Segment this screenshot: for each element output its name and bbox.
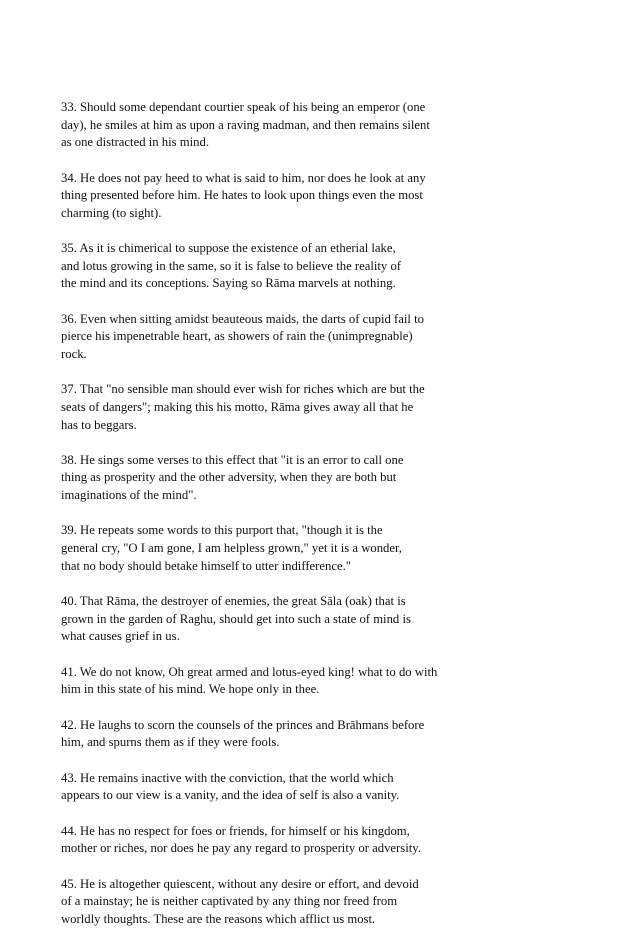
text-line: him, and spurns them as if they were fools. xyxy=(61,735,280,750)
text-line: 35. As it is chimerical to suppose the existence of an etherial lake, xyxy=(61,241,396,256)
text-line: pierce his impenetrable heart, as showers of rain the (unimpregnable) xyxy=(61,329,413,344)
text-line: 33. Should some dependant courtier speak of his being an emperor (one xyxy=(61,100,426,114)
text-line: what causes grief in us. xyxy=(61,629,180,644)
text-line: 42. He laughs to scorn the counsels of the princes and Brāhmans before xyxy=(61,717,425,732)
text-line: 45. He is altogether quiescent, without any desire or effort, and devoid xyxy=(61,876,419,891)
text-line: appears to our view is a vanity, and the idea of self is also a vanity. xyxy=(61,788,400,803)
text-line: mother or riches, nor does he pay any regard to prosperity or adversity. xyxy=(61,841,421,856)
verse-41 xyxy=(61,664,461,699)
text-line: 34. He does not pay heed to what is said to him, nor does he look at any xyxy=(61,170,426,185)
text-line: that no body should betake himself to utter indifference." xyxy=(61,558,351,573)
text-line: and lotus growing in the same, so it is false to believe the reality of xyxy=(61,258,402,273)
text-line: of a mainstay; he is neither captivated by any thing nor freed from xyxy=(61,894,398,909)
verse-44 xyxy=(61,823,461,858)
text-line: general cry, "O I am gone, I am helpless grown," yet it is a wonder, xyxy=(61,541,402,556)
text-line: as one distracted in his mind. xyxy=(61,135,209,150)
text-line: 41. We do not know, Oh great armed and lotus-eyed king! what to do with xyxy=(61,664,438,679)
verse-37 xyxy=(61,381,461,434)
text-line: thing as prosperity and the other adversity, when they are both but xyxy=(61,470,397,485)
text-line: rock. xyxy=(61,346,87,361)
text-line: the mind and its conceptions. Saying so Rāma marvels at nothing. xyxy=(61,276,396,291)
verse-45 xyxy=(61,876,461,929)
text-line: 36. Even when sitting amidst beauteous maids, the darts of cupid fail to xyxy=(61,311,424,326)
text-line: grown in the garden of Raghu, should get into such a state of mind is xyxy=(61,611,411,626)
verse-38 xyxy=(61,452,461,505)
text-line: thing presented before him. He hates to look upon things even the most xyxy=(61,188,423,203)
text-line: 38. He sings some verses to this effect that "it is an error to call one xyxy=(61,452,404,467)
text-line: day), he smiles at him as upon a raving madman, and then remains silent xyxy=(61,117,430,132)
verse-40 xyxy=(61,593,461,646)
verse-39 xyxy=(61,522,461,575)
verse-35 xyxy=(61,240,461,293)
verse-36 xyxy=(61,311,461,364)
text-line: 40. That Rāma, the destroyer of enemies, the great Sāla (oak) that is xyxy=(61,594,406,609)
verse-42 xyxy=(61,717,461,752)
text-line: imaginations of the mind". xyxy=(61,488,197,503)
text-line: seats of dangers"; making this his motto, Rāma gives away all that he xyxy=(61,399,414,414)
verse-43 xyxy=(61,770,461,805)
text-line: 39. He repeats some words to this purport that, "though it is the xyxy=(61,523,383,538)
verse-34 xyxy=(61,170,461,223)
text-line: charming (to sight). xyxy=(61,205,162,220)
text-line: 37. That "no sensible man should ever wish for riches which are but the xyxy=(61,382,425,397)
verse-33 xyxy=(61,99,461,152)
document-page xyxy=(61,99,461,946)
text-line: 44. He has no respect for foes or friends, for himself or his kingdom, xyxy=(61,823,410,838)
text-line: 43. He remains inactive with the conviction, that the world which xyxy=(61,770,394,785)
text-line: worldly thoughts. These are the reasons which afflict us most. xyxy=(61,911,376,926)
text-line: has to beggars. xyxy=(61,417,137,432)
text-line: him in this state of his mind. We hope only in thee. xyxy=(61,682,320,697)
